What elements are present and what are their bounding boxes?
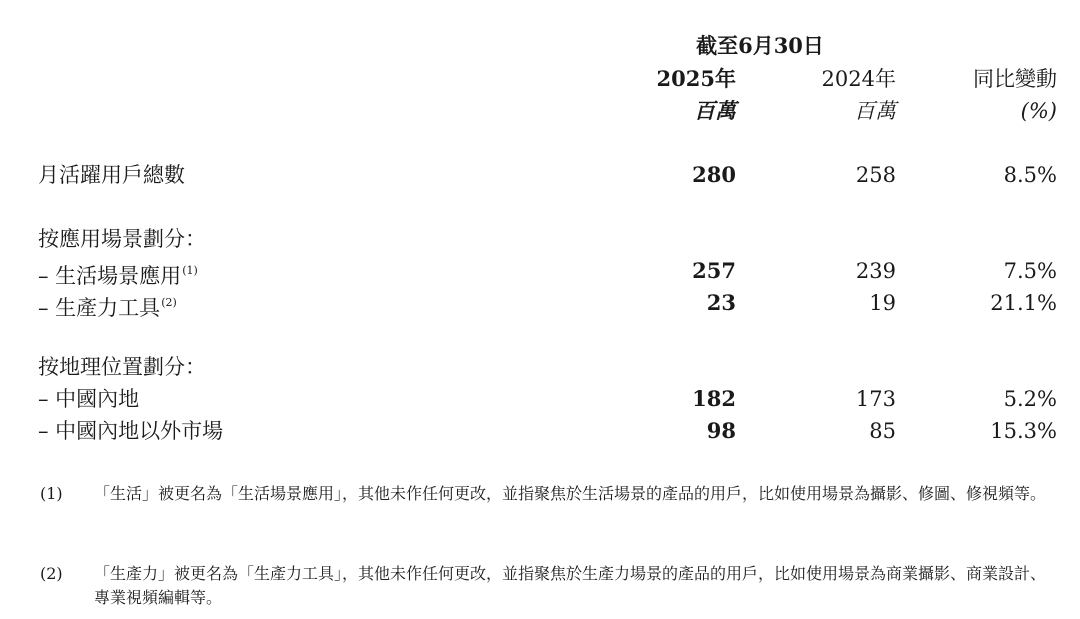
footnote-1-number: (1) [40,484,63,503]
row-label-total-mau: 月活躍用戶總數 [38,163,185,187]
section-heading-by-scenario: 按應用場景劃分： [38,227,206,251]
yoy-productivity-tools: 21.1% [990,291,1057,315]
yoy-mainland-china: 5.2% [1003,387,1057,411]
row-label-text: – 生產力工具 [38,296,161,320]
column-header-2024: 2024年 [821,67,896,91]
footnote-2-number: (2) [40,564,63,583]
value-2024-life-apps: 239 [855,259,896,283]
footnote-ref: (2) [161,296,177,309]
row-label-mainland-china: – 中國內地 [38,387,140,411]
unit-2025: 百萬 [694,98,736,123]
value-2025-total-mau: 280 [692,162,736,187]
value-2024-outside-mainland: 85 [869,419,896,443]
footnote-ref: (1) [182,264,198,277]
value-2024-productivity-tools: 19 [869,291,896,315]
yoy-total-mau: 8.5% [1003,163,1057,187]
value-2025-productivity-tools: 23 [706,290,736,315]
value-2025-life-apps: 257 [692,258,736,283]
value-2025-outside-mainland: 98 [706,418,736,443]
unit-2024: 百萬 [854,99,896,123]
value-2025-mainland-china: 182 [692,386,736,411]
value-2024-mainland-china: 173 [855,387,896,411]
row-label-outside-mainland: – 中國內地以外市場 [38,419,224,443]
section-heading-by-geography: 按地理位置劃分： [38,355,206,379]
unit-yoy: (%) [1020,99,1057,123]
row-label-life-apps [38,256,198,291]
period-header: 截至6月30日 [696,33,824,58]
column-header-2025: 2025年 [656,66,736,91]
footnote-1-text: 「生活」被更名為「生活場景應用」，其他未作任何更改，並指聚焦於生活場景的產品的用戶，比如使用場景為攝影、修圖、修視頻等。 [94,484,1047,503]
column-header-yoy: 同比變動 [973,67,1057,91]
row-label-productivity-tools [38,288,177,323]
yoy-life-apps: 7.5% [1003,259,1057,283]
footnote-2-text: 「生產力」被更名為「生產力工具」，其他未作任何更改，並指聚焦於生產力場景的產品的用戶，比如使用場景為商業攝影、商業設計、專業視頻編輯等。 [94,564,1047,607]
value-2024-total-mau: 258 [855,163,896,187]
yoy-outside-mainland: 15.3% [990,419,1057,443]
row-label-text: – 生活場景應用 [38,264,182,288]
